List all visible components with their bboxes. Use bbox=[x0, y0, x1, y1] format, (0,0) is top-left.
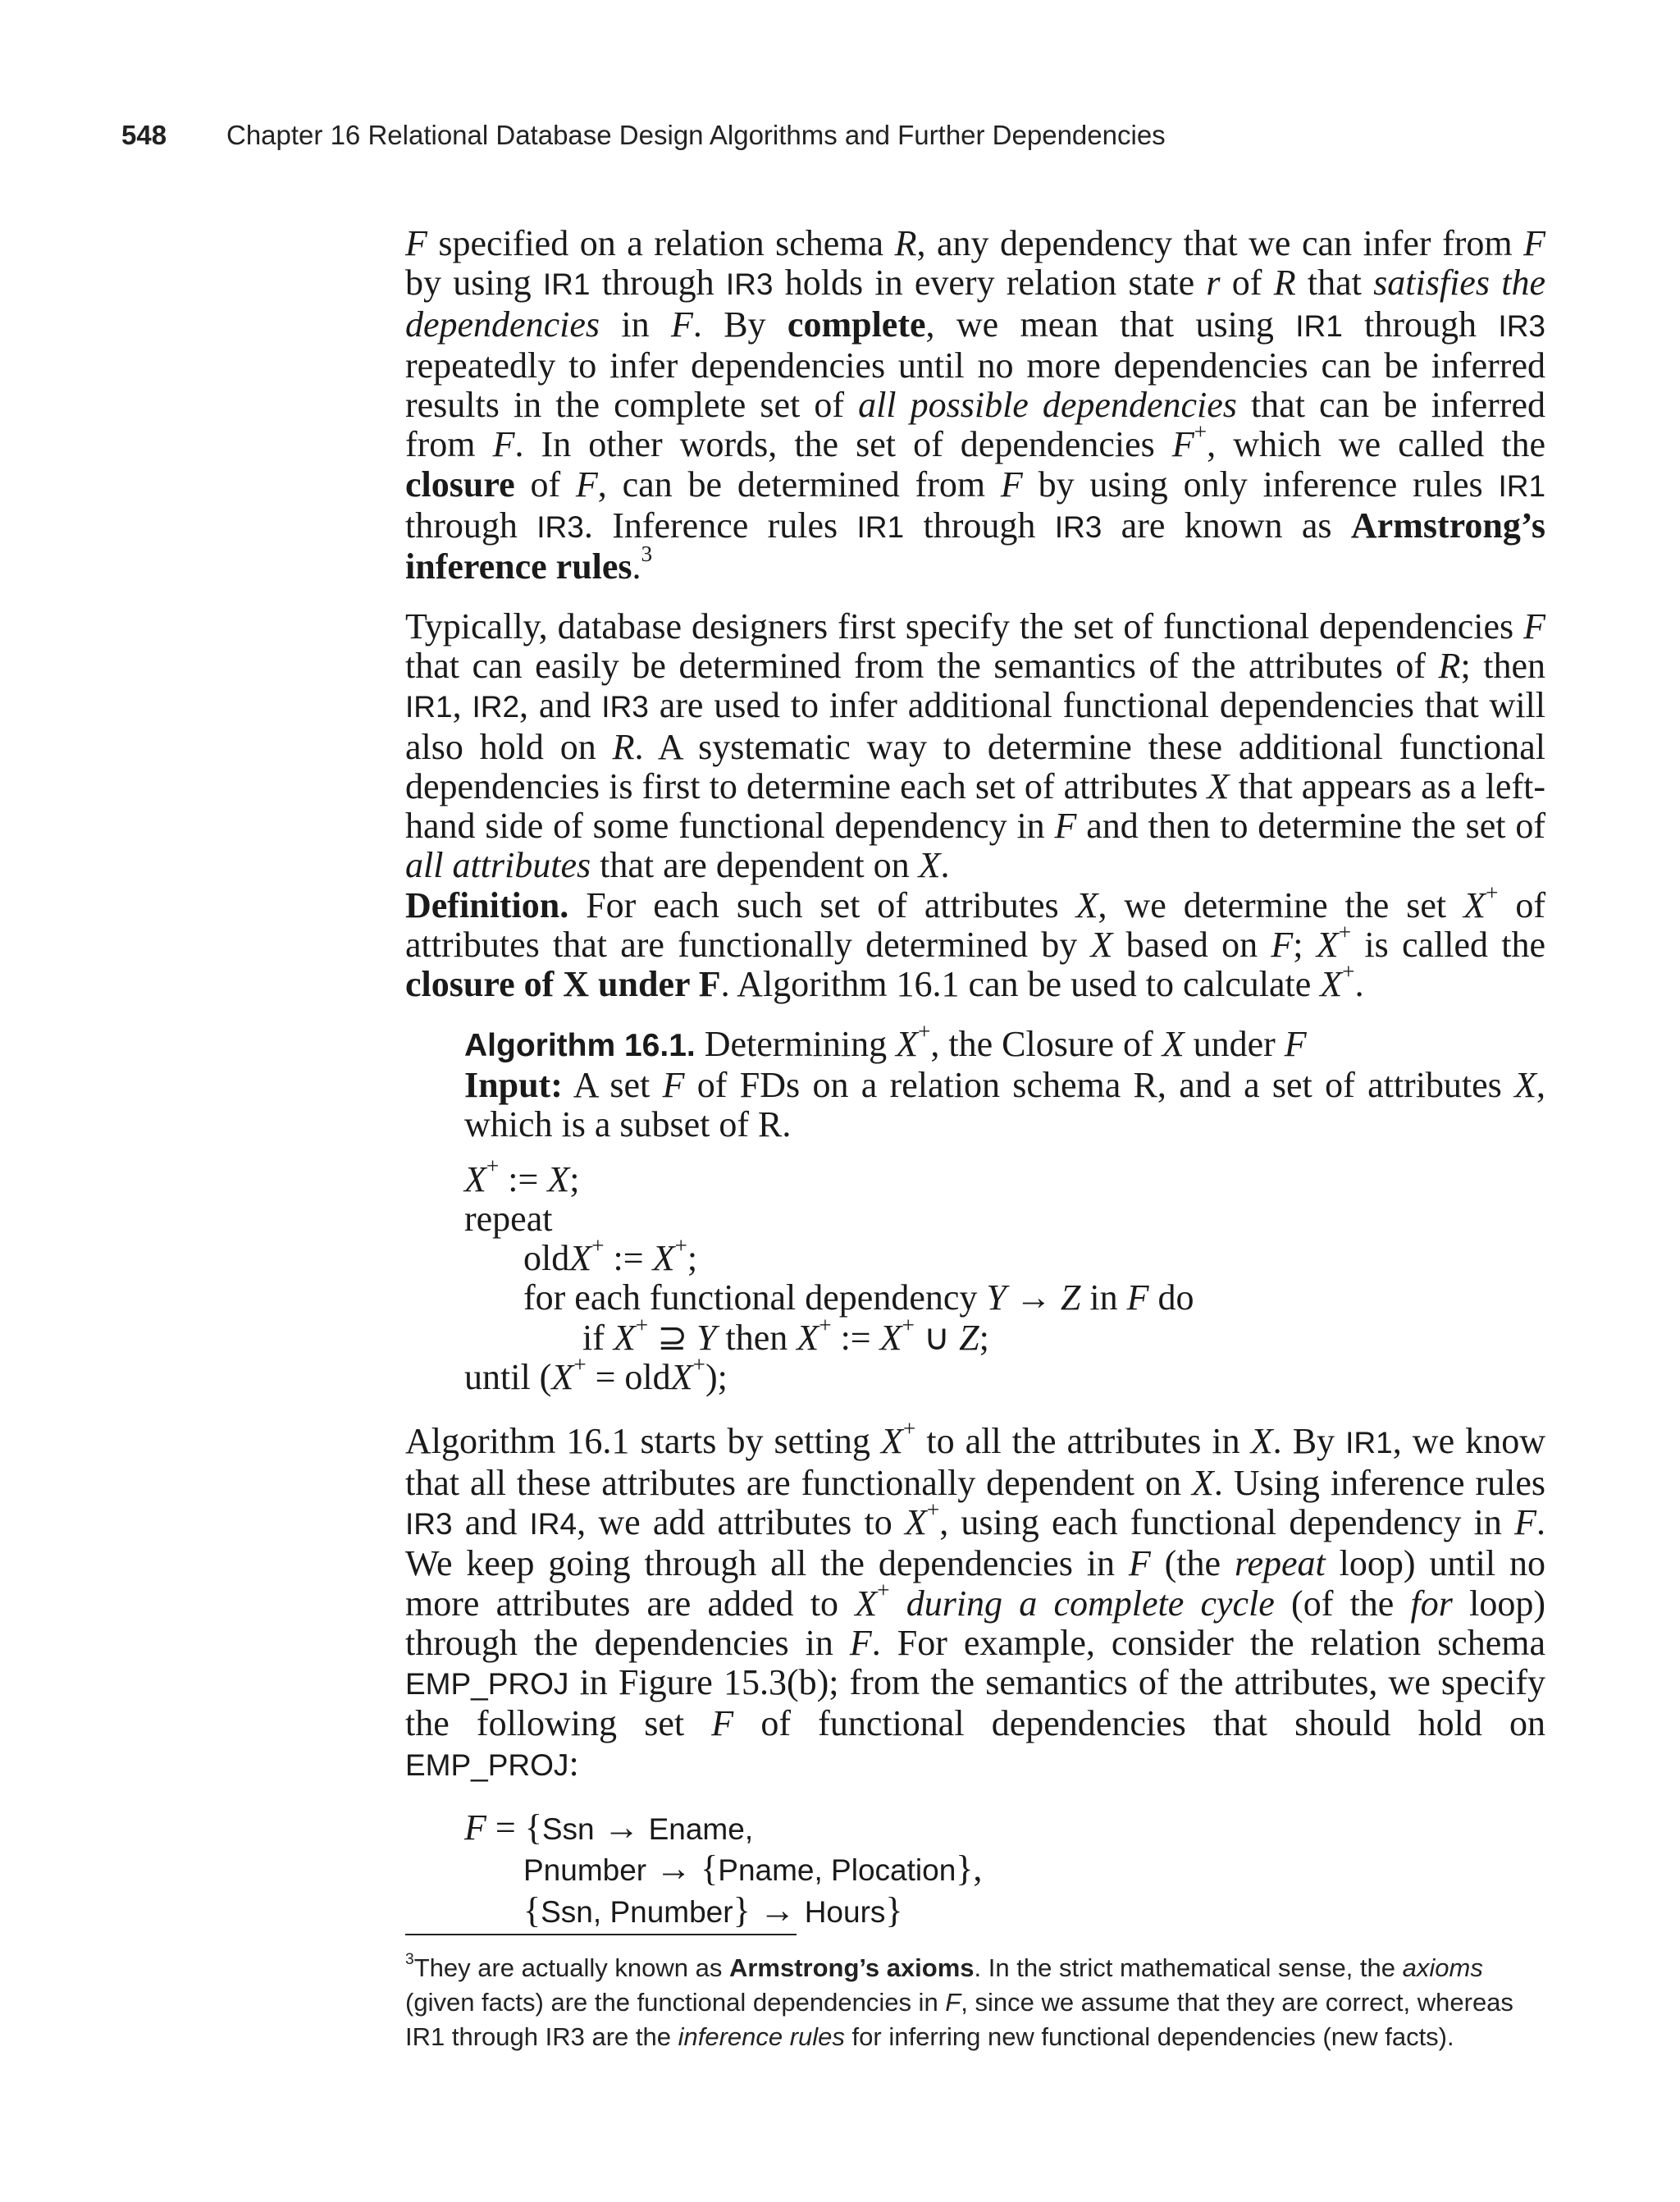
paragraph-algorithm-explanation: Algorithm 16.1 starts by setting X+ to all the attributes in X. By IR1, we know that all these attributes are functionally dependent on X. Using inference rules IR3 and IR4, we add attributes to X+, using each functional dependency in F. We keep going through all the dependencies in F (the repeat loop) until no more attributes are added to X+ during a complete cycle (of the for loop) through the dependencies in F. For example, consider the relation schema EMP_PROJ in Figure 15.3(b); from the semantics of the attributes, we specify the following set F of functional dependencies that should hold on EMP_PROJ: bbox=[405, 1416, 1546, 1784]
code-line: until (X+ = oldX+); bbox=[464, 1351, 728, 1398]
definition-closure: Definition. For each such set of attributes X, we determine the set X+ of attributes that are functionally determined by X based on F; X+ is called the closure of X under F. Algorithm 16.1 can be used to calculate X+. bbox=[405, 879, 1546, 1005]
main-text bbox=[405, 224, 1545, 1932]
page-header bbox=[121, 120, 1565, 169]
algorithm-block bbox=[464, 1018, 1546, 1398]
footnote-divider bbox=[405, 1934, 797, 1935]
algorithm-pseudocode bbox=[464, 1154, 1545, 1398]
algorithm-title: Algorithm 16.1. Determining X+, the Closure of X under F bbox=[464, 1018, 1307, 1064]
footnote-number: 3 bbox=[405, 1950, 414, 1968]
functional-dependency-set bbox=[464, 1808, 1545, 1932]
fd-line: Pnumber → {Pname, Plocation}, bbox=[523, 1848, 983, 1889]
fd-line: F = {Ssn → Ename, bbox=[464, 1807, 754, 1848]
running-head-chapter-title: Chapter 16 Relational Database Design Algorithms and Further Dependencies bbox=[226, 120, 1166, 150]
page-number: 548 bbox=[121, 120, 167, 150]
footnote: $^3$They are actually known as Armstrong’s axioms. In the strict mathematical sense, the axioms (given facts) are the functional dependencies in F, since we assume that they are correct, whereas IR1 through IR3 are the inference rules for inferring new functional dependencies (new facts). bbox=[405, 1950, 1513, 2051]
fd-line: {Ssn, Pnumber} → Hours} bbox=[523, 1889, 903, 1930]
code-line: if X+ ⊇ Y then X+ := X+ ∪ Z; bbox=[582, 1312, 989, 1358]
algorithm-input: Input: A set F of FDs on a relation schema R, and a set of attributes X, which is a subset of R. bbox=[464, 1064, 1546, 1145]
paragraph-systematic-way: Typically, database designers first specify the set of functional dependencies F that can easily be determined from the semantics of the attributes of R; then IR1, IR2, and IR3 are used to infer additional functional dependencies that will also hold on R. A systematic way to determine these additional functional dependencies is first to determine each set of attributes X that appears as a left-hand side of some functional dependency in F and then to determine the set of all attributes that are dependent on X. bbox=[405, 605, 1546, 886]
paragraph-armstrong-rules: F specified on a relation schema R, any dependency that we can infer from F by using IR1 through IR3 holds in every relation state r of R that satisfies the dependencies in F. By complete, we mean that using IR1 through IR3 repeatedly to infer dependencies until no more dependencies can be inferred results in the complete set of all possible dependencies that can be inferred from F. In other words, the set of dependencies F+, which we called the closure of F, can be determined from F by using only inference rules IR1 through IR3. Inference rules IR1 through IR3 are known as Armstrong’s inference rules.$^3$ bbox=[405, 223, 1546, 587]
code-line: for each functional dependency Y → Z in F do bbox=[523, 1277, 1194, 1318]
code-line: repeat bbox=[464, 1198, 553, 1239]
footnote-reference: 3 bbox=[641, 541, 653, 567]
code-line: oldX+ := X+; bbox=[523, 1233, 698, 1279]
code-line: X+ := X; bbox=[464, 1154, 580, 1199]
